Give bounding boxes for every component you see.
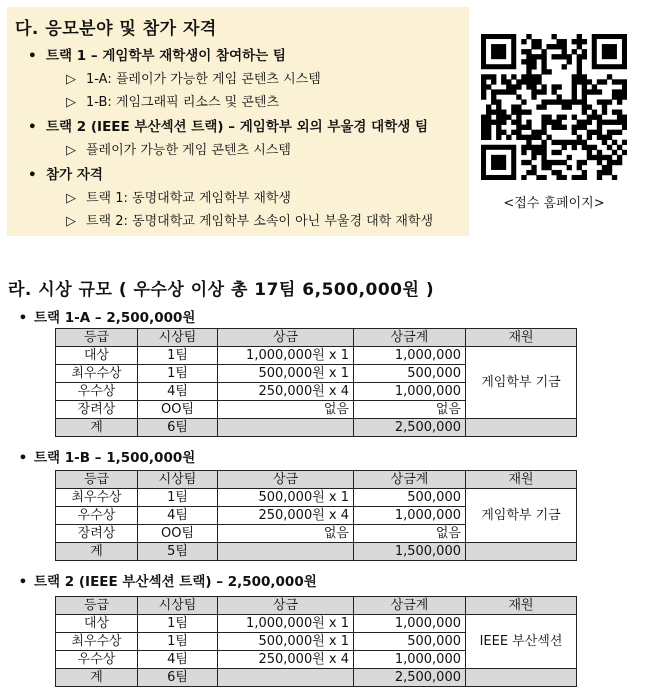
table-row: 장려상 OO팀 없음 없음 bbox=[56, 401, 577, 419]
table-row: 최우수상 1팀 500,000원 x 1 500,000 bbox=[56, 365, 577, 383]
table-total-row: 계 5팀 1,500,000 bbox=[56, 543, 577, 561]
track1-item: ▷ 1-A: 플레이가 가능한 게임 콘텐츠 시스템 bbox=[66, 72, 321, 87]
triangle-icon: ▷ bbox=[66, 143, 76, 158]
table-row: 우수상 4팀 250,000원 x 4 1,000,000 bbox=[56, 651, 577, 669]
triangle-icon: ▷ bbox=[66, 214, 76, 229]
table-row: 장려상 OO팀 없음 없음 bbox=[56, 525, 577, 543]
prize-table-track-1a bbox=[55, 328, 577, 437]
section-title-prizes: 라. 시상 규모 ( 우수상 이상 총 17팀 6,500,000원 ) bbox=[8, 280, 435, 300]
triangle-icon: ▷ bbox=[66, 95, 76, 110]
track2-item: ▷ 플레이가 가능한 게임 콘텐츠 시스템 bbox=[66, 143, 291, 158]
table-total-row: 계 6팀 2,500,000 bbox=[56, 669, 577, 687]
prize-table-track-1b bbox=[55, 470, 577, 561]
track1-item: ▷ 1-B: 게임그래픽 리소스 및 콘텐츠 bbox=[66, 95, 280, 110]
table-row: 대상 1팀 1,000,000원 x 1 1,000,000 IEEE 부산섹션 bbox=[56, 615, 577, 633]
track1-label: 트랙 1 – 게임학부 재학생이 참여하는 팀 bbox=[46, 48, 286, 64]
table-header-row: 등급 시상팀 상금 상금계 재원 bbox=[56, 329, 577, 347]
qr-code-icon bbox=[481, 34, 627, 180]
triangle-icon: ▷ bbox=[66, 191, 76, 206]
table-row: 우수상 4팀 250,000원 x 4 1,000,000 bbox=[56, 507, 577, 525]
track1-bullet: • 트랙 1 – 게임학부 재학생이 참여하는 팀 bbox=[28, 48, 286, 64]
funding-source: 게임학부 기금 bbox=[466, 489, 577, 543]
eligibility-bullet: • 참가 자격 bbox=[28, 167, 103, 183]
prize-table-track-2 bbox=[55, 596, 577, 687]
eligibility-item: ▷ 트랙 2: 동명대학교 게임학부 소속이 아닌 부울경 대학 재학생 bbox=[66, 214, 434, 229]
funding-source: 게임학부 기금 bbox=[466, 347, 577, 419]
table-header-row: 등급 시상팀 상금 상금계 재원 bbox=[56, 471, 577, 489]
section-title-application: 다. 응모분야 및 참가 자격 bbox=[15, 19, 217, 39]
funding-source: IEEE 부산섹션 bbox=[466, 615, 577, 669]
table-row: 우수상 4팀 250,000원 x 4 1,000,000 bbox=[56, 383, 577, 401]
qr-code[interactable] bbox=[481, 34, 627, 180]
eligibility-label: 참가 자격 bbox=[46, 167, 103, 183]
table-heading: • 트랙 1-A – 2,500,000원 bbox=[18, 310, 196, 326]
table-row: 최우수상 1팀 500,000원 x 1 500,000 bbox=[56, 633, 577, 651]
track2-label: 트랙 2 (IEEE 부산섹션 트랙) – 게임학부 외의 부울경 대학생 팀 bbox=[46, 119, 429, 135]
table-row: 대상 1팀 1,000,000원 x 1 1,000,000 게임학부 기금 bbox=[56, 347, 577, 365]
qr-caption: <접수 홈페이지> bbox=[503, 196, 605, 211]
table-header-row: 등급 시상팀 상금 상금계 재원 bbox=[56, 597, 577, 615]
track2-bullet: • 트랙 2 (IEEE 부산섹션 트랙) – 게임학부 외의 부울경 대학생 팀 bbox=[28, 119, 429, 135]
table-heading: • 트랙 1-B – 1,500,000원 bbox=[18, 450, 196, 466]
table-heading: • 트랙 2 (IEEE 부산섹션 트랙) – 2,500,000원 bbox=[18, 574, 317, 590]
table-row: 최우수상 1팀 500,000원 x 1 500,000 게임학부 기금 bbox=[56, 489, 577, 507]
eligibility-item: ▷ 트랙 1: 동명대학교 게임학부 재학생 bbox=[66, 191, 291, 206]
table-total-row: 계 6팀 2,500,000 bbox=[56, 419, 577, 437]
triangle-icon: ▷ bbox=[66, 72, 76, 87]
